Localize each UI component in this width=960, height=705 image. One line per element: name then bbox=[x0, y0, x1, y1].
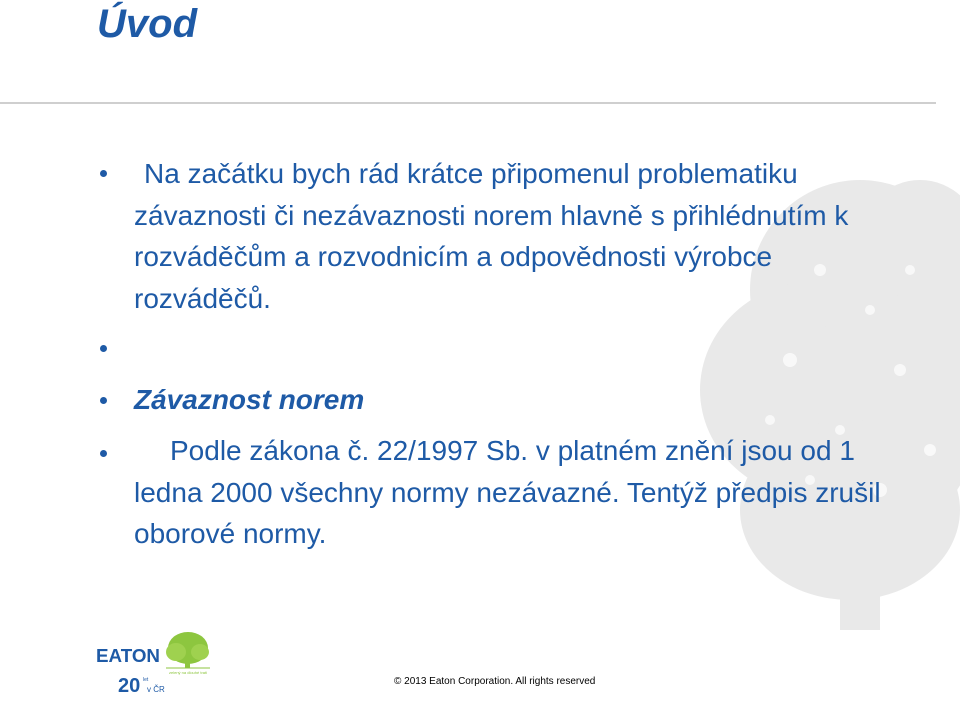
copyright-text: © 2013 Eaton Corporation. All rights reserved bbox=[394, 676, 596, 687]
law-text: Podle zákona č. 22/1997 Sb. v platném znění jsou od 1 ledna 2000 všechny normy nezávazné. Tentýž předpis zrušil oborové normy. bbox=[134, 435, 881, 549]
bullet-1 bbox=[100, 170, 107, 177]
tree-logo-icon bbox=[166, 632, 210, 668]
anniversary-country: v ČR bbox=[147, 685, 165, 694]
title-divider bbox=[0, 102, 936, 104]
eaton-logo-text: EATON bbox=[96, 646, 160, 666]
section-heading: Závaznost norem bbox=[134, 384, 365, 415]
anniversary-suffix: let bbox=[143, 677, 149, 683]
slide-title: Úvod bbox=[97, 2, 197, 46]
law-paragraph bbox=[134, 430, 894, 555]
bullet-3 bbox=[100, 397, 107, 404]
bullet-4 bbox=[100, 450, 107, 457]
intro-text: Na začátku bych rád krátce připomenul problematiku závaznosti či nezávaznosti norem hlavně s přihlédnutím k rozváděčům a rozvodnicím a odpovědnosti výrobce rozváděčů. bbox=[134, 158, 849, 314]
anniversary-number: 20 bbox=[118, 675, 141, 694]
tagline-text: zelený na dlouhé trati bbox=[168, 670, 208, 675]
bullet-2 bbox=[100, 345, 107, 352]
intro-paragraph bbox=[134, 153, 904, 319]
eaton-anniversary-logo bbox=[96, 628, 214, 694]
